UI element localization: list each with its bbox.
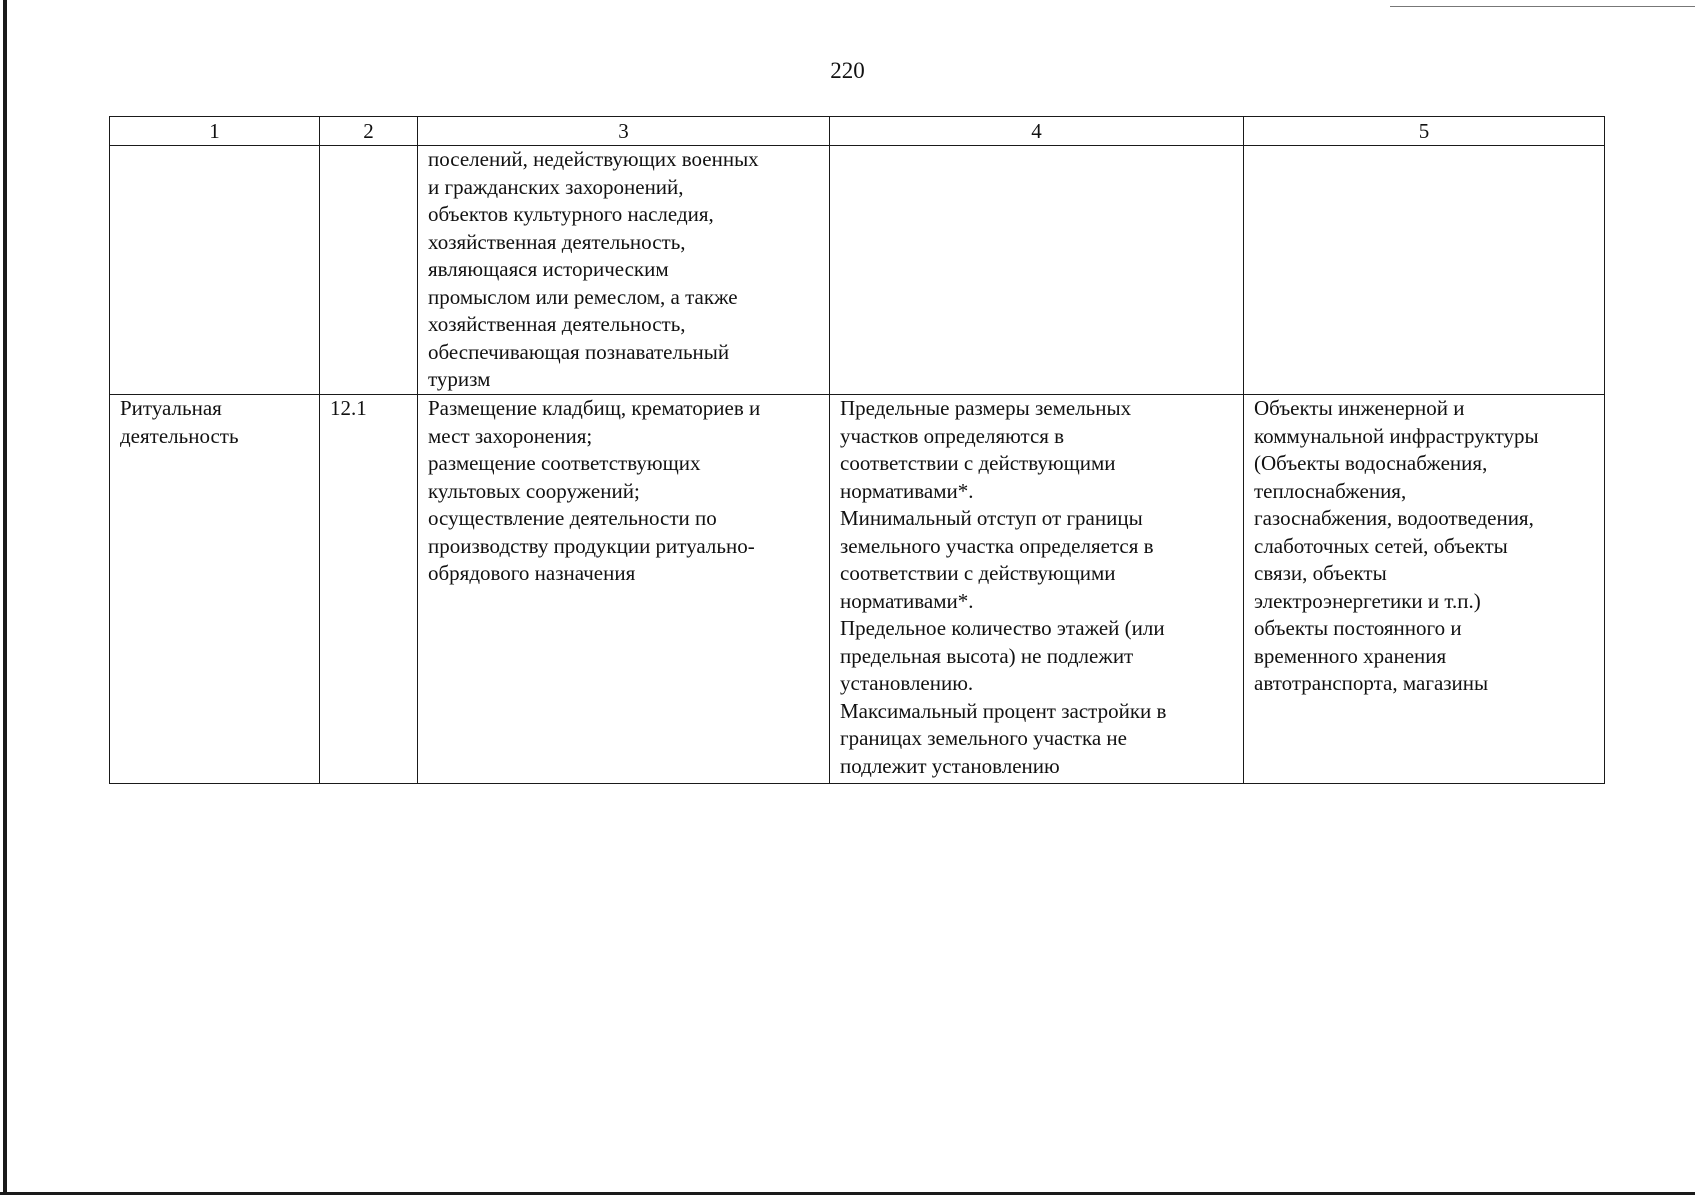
column-header-3: 3 <box>418 117 830 146</box>
text-line: нормативами*. <box>840 588 974 613</box>
text-line: производству продукции ритуально- <box>428 533 755 558</box>
text-line: (Объекты водоснабжения, <box>1254 451 1488 475</box>
text-line: соответствии с действующими <box>840 561 1116 585</box>
cell-code <box>320 395 418 784</box>
cell-auxiliary-uses <box>1244 146 1605 395</box>
text-line: культовых сооружений; <box>428 478 640 503</box>
text-line: и гражданских захоронений, <box>428 174 684 199</box>
text-line: газоснабжения, водоотведения, <box>1254 506 1534 530</box>
text-line: обеспечивающая познавательный <box>428 339 730 364</box>
text-line: туризм <box>428 367 491 391</box>
text-line: Предельные размеры земельных <box>840 396 1132 420</box>
text-line: предельная высота) не подлежит <box>840 643 1134 668</box>
text-line: коммунальной инфраструктуры <box>1254 423 1539 448</box>
text-line: нормативами*. <box>840 478 974 503</box>
text-line: временного хранения <box>1254 643 1447 668</box>
column-header-5: 5 <box>1244 117 1605 146</box>
text-line: Предельное количество этажей (или <box>840 616 1165 640</box>
text-line: земельного участка определяется в <box>840 533 1154 558</box>
cell-parameters <box>830 146 1244 395</box>
cell-land-use-type <box>110 146 320 395</box>
text-line: границах земельного участка не <box>840 726 1127 750</box>
text-line: Размещение кладбищ, крематориев и <box>428 396 761 420</box>
text-line: Минимальный отступ от границы <box>840 506 1143 530</box>
text-line: установлению. <box>840 671 974 695</box>
column-header-1: 1 <box>110 117 320 146</box>
text-line: деятельность <box>120 423 239 448</box>
cell-code <box>320 146 418 395</box>
table-header-row <box>110 117 1605 146</box>
text-line: хозяйственная деятельность, <box>428 229 686 254</box>
scan-left-border <box>3 0 7 1192</box>
text-line: 12.1 <box>330 396 367 420</box>
text-line: поселений, недействующих военных <box>428 147 759 171</box>
text-line: промыслом или ремеслом, а также <box>428 284 738 309</box>
text-line: осуществление деятельности по <box>428 506 717 530</box>
text-line: теплоснабжения, <box>1254 478 1407 503</box>
page-number: 220 <box>830 58 865 83</box>
text-line: слаботочных сетей, объекты <box>1254 533 1508 558</box>
text-line: автотранспорта, магазины <box>1254 671 1489 695</box>
cell-description <box>418 395 830 784</box>
column-header-2: 2 <box>320 117 418 146</box>
text-line: связи, объекты <box>1254 561 1387 585</box>
text-line: участков определяются в <box>840 423 1065 448</box>
cell-land-use-type <box>110 395 320 784</box>
scan-bottom-border <box>0 1192 1695 1195</box>
text-line: мест захоронения; <box>428 423 593 448</box>
text-line: Ритуальная <box>120 396 222 420</box>
text-line: Объекты инженерной и <box>1254 396 1465 420</box>
cell-parameters <box>830 395 1244 784</box>
column-header-4: 4 <box>830 117 1244 146</box>
text-line: являющаяся историческим <box>428 257 669 281</box>
regulation-table <box>109 116 1605 784</box>
text-line: обрядового назначения <box>428 561 636 585</box>
text-line: объектов культурного наследия, <box>428 202 714 226</box>
text-line: подлежит установлению <box>840 753 1060 778</box>
text-line: Максимальный процент застройки в <box>840 698 1167 723</box>
scan-top-right-line <box>1390 6 1695 7</box>
text-line: хозяйственная деятельность, <box>428 312 686 336</box>
text-line: электроэнергетики и т.п.) <box>1254 588 1481 613</box>
cell-auxiliary-uses <box>1244 395 1605 784</box>
text-line: объекты постоянного и <box>1254 616 1462 640</box>
text-line: размещение соответствующих <box>428 451 701 475</box>
cell-description <box>418 146 830 395</box>
table-row-ritual-activity <box>110 395 1605 784</box>
text-line: соответствии с действующими <box>840 451 1116 475</box>
table-row-continuation <box>110 146 1605 395</box>
